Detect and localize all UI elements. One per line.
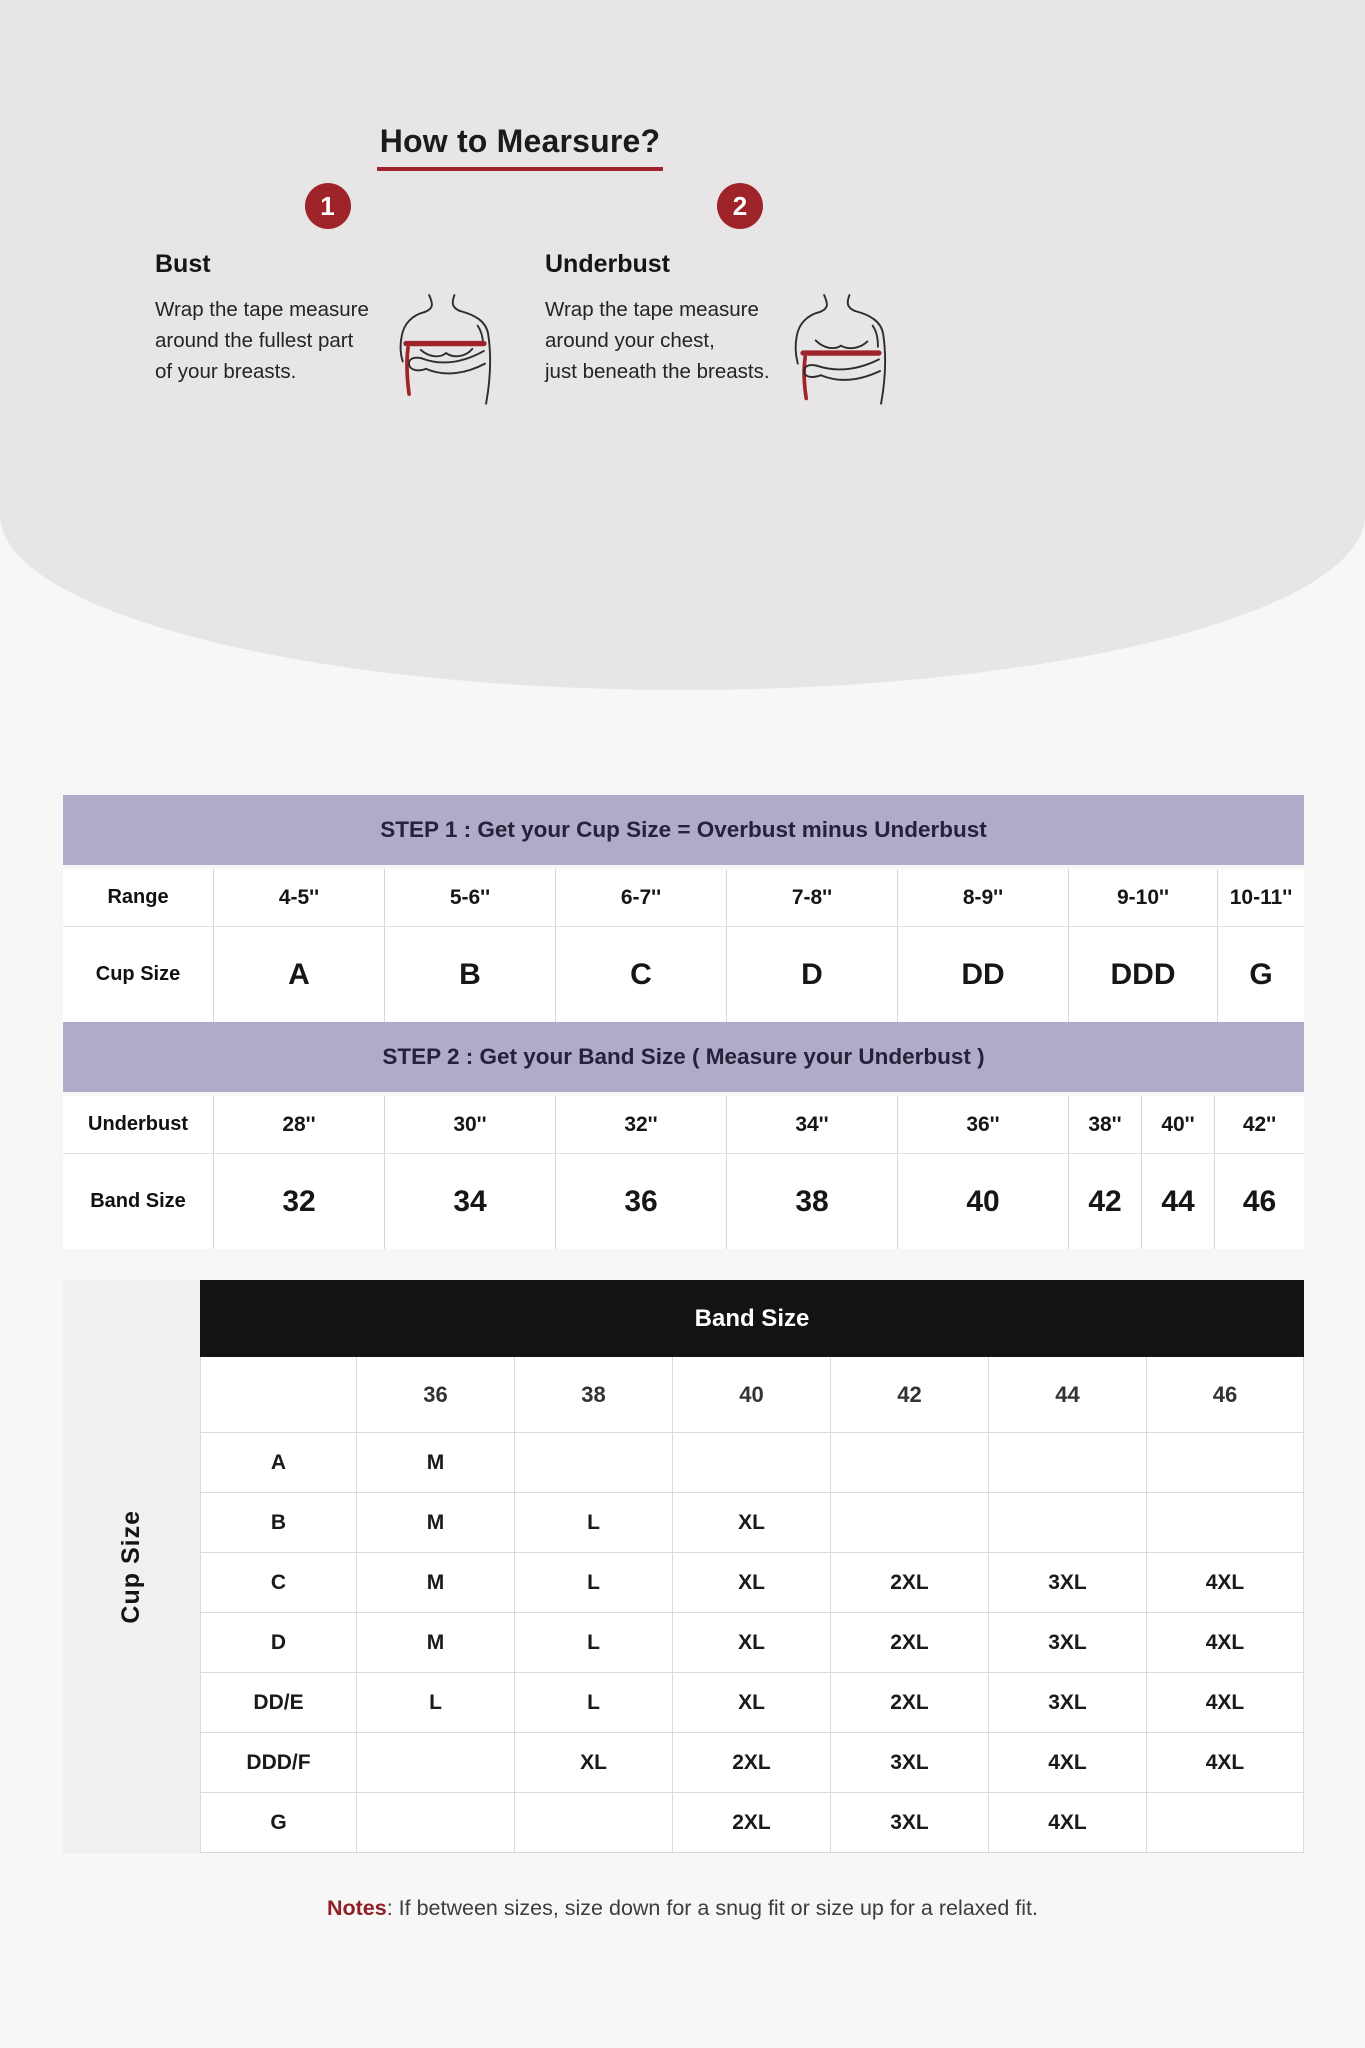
size-matrix-main (200, 1280, 1304, 1853)
matrix-cell-D-42: 2XL (830, 1613, 988, 1673)
step-1-line-1: Wrap the tape measure (155, 298, 369, 321)
matrix-row-B (200, 1493, 1304, 1553)
matrix-cell-DDD/F-38: XL (514, 1733, 672, 1793)
step1-table-header: STEP 1 : Get your Cup Size = Overbust minus Underbust (63, 795, 1304, 865)
step2_table-row-label-1: Band Size (63, 1153, 213, 1249)
matrix-band-size-46: 46 (1146, 1357, 1304, 1433)
matrix-cell-A-46 (1146, 1433, 1304, 1493)
step1_table-value-0-6: 10-11'' (1217, 869, 1304, 926)
step-1-badge: 1 (305, 183, 351, 229)
step1_table-value-1-2: C (555, 926, 726, 1022)
matrix-cell-DD/E-40: XL (672, 1673, 830, 1733)
measure-steps (155, 183, 935, 410)
step1_table-row-0 (63, 869, 1304, 926)
matrix-row-A (200, 1433, 1304, 1493)
step2_table-value-1-5: 42 (1068, 1153, 1141, 1249)
matrix-cell-DD/E-44: 3XL (988, 1673, 1146, 1733)
step2_table-value-1-3: 38 (726, 1153, 897, 1249)
matrix-cell-B-36: M (356, 1493, 514, 1553)
matrix-band-size-36: 36 (356, 1357, 514, 1433)
step2-table (63, 1022, 1304, 1249)
matrix-cell-B-42 (830, 1493, 988, 1553)
step-2-heading: Underbust (545, 250, 670, 278)
step-2-line-1: Wrap the tape measure (545, 298, 759, 321)
step-1-heading: Bust (155, 250, 211, 278)
matrix-cup-label-DD/E: DD/E (200, 1673, 356, 1733)
underbust-measure-torso-icon (787, 294, 895, 410)
matrix-band-size-40: 40 (672, 1357, 830, 1433)
matrix-cell-DD/E-42: 2XL (830, 1673, 988, 1733)
step2_table-row-label-0: Underbust (63, 1096, 213, 1153)
matrix-cell-A-42 (830, 1433, 988, 1493)
step1-table-rows (63, 869, 1304, 1022)
step2_table-value-1-6: 44 (1141, 1153, 1214, 1249)
matrix-band-size-44: 44 (988, 1357, 1146, 1433)
matrix-cell-DD/E-36: L (356, 1673, 514, 1733)
matrix-cup-label-G: G (200, 1793, 356, 1853)
step2_table-row-0 (63, 1096, 1304, 1153)
step-1-body (155, 294, 500, 410)
matrix-row-C (200, 1553, 1304, 1613)
matrix-cup-label-A: A (200, 1433, 356, 1493)
step2_table-value-1-0: 32 (213, 1153, 384, 1249)
step-2-line-2: around your chest, (545, 329, 715, 352)
matrix-cell-D-46: 4XL (1146, 1613, 1304, 1673)
matrix-cell-B-44 (988, 1493, 1146, 1553)
matrix-cell-DDD/F-36 (356, 1733, 514, 1793)
page-title: How to Mearsure? (377, 123, 664, 171)
matrix-row-DDD/F (200, 1733, 1304, 1793)
matrix-cell-C-42: 2XL (830, 1553, 988, 1613)
matrix-cup-label-D: D (200, 1613, 356, 1673)
step1_table-row-1 (63, 926, 1304, 1022)
matrix-cell-G-40: 2XL (672, 1793, 830, 1853)
matrix-row-G (200, 1793, 1304, 1853)
matrix-cell-A-44 (988, 1433, 1146, 1493)
matrix-cell-B-46 (1146, 1493, 1304, 1553)
hero-section (0, 0, 1365, 690)
matrix-cup-label-B: B (200, 1493, 356, 1553)
matrix-cell-B-40: XL (672, 1493, 830, 1553)
step2_table-row-1 (63, 1153, 1304, 1249)
step1_table-value-1-3: D (726, 926, 897, 1022)
notes-text: : If between sizes, size down for a snug fit or size up for a relaxed fit. (386, 1896, 1039, 1920)
step1_table-row-label-0: Range (63, 869, 213, 926)
step2_table-value-1-2: 36 (555, 1153, 726, 1249)
matrix-cell-C-46: 4XL (1146, 1553, 1304, 1613)
step2_table-value-0-5: 38'' (1068, 1096, 1141, 1153)
matrix-cup-label-C: C (200, 1553, 356, 1613)
step2_table-value-1-7: 46 (1214, 1153, 1304, 1249)
step2_table-value-0-2: 32'' (555, 1096, 726, 1153)
matrix-cell-DDD/F-40: 2XL (672, 1733, 830, 1793)
matrix-cell-DD/E-38: L (514, 1673, 672, 1733)
step1_table-value-1-1: B (384, 926, 555, 1022)
matrix-cell-A-38 (514, 1433, 672, 1493)
matrix-band-size-42: 42 (830, 1357, 988, 1433)
step1_table-value-1-6: G (1217, 926, 1304, 1022)
matrix-cell-D-38: L (514, 1613, 672, 1673)
matrix-cell-DD/E-46: 4XL (1146, 1673, 1304, 1733)
matrix-cell-C-36: M (356, 1553, 514, 1613)
step2_table-value-0-6: 40'' (1141, 1096, 1214, 1153)
matrix-corner-cell (200, 1357, 356, 1433)
matrix-cell-DDD/F-42: 3XL (830, 1733, 988, 1793)
step-2-text (545, 294, 783, 387)
matrix-cell-G-42: 3XL (830, 1793, 988, 1853)
step2_table-value-0-0: 28'' (213, 1096, 384, 1153)
matrix-cell-DDD/F-46: 4XL (1146, 1733, 1304, 1793)
matrix-cell-C-40: XL (672, 1553, 830, 1613)
matrix-cell-G-36 (356, 1793, 514, 1853)
step-2-line-3: just beneath the breasts. (545, 360, 770, 383)
matrix-row-DD/E (200, 1673, 1304, 1733)
step1_table-row-label-1: Cup Size (63, 926, 213, 1022)
step1_table-value-0-1: 5-6'' (384, 869, 555, 926)
matrix-cell-D-40: XL (672, 1613, 830, 1673)
matrix-cell-G-38 (514, 1793, 672, 1853)
step2_table-value-1-1: 34 (384, 1153, 555, 1249)
step2_table-value-0-7: 42'' (1214, 1096, 1304, 1153)
step1_table-value-1-5: DDD (1068, 926, 1217, 1022)
matrix-cell-A-36: M (356, 1433, 514, 1493)
matrix-cell-D-44: 3XL (988, 1613, 1146, 1673)
matrix-band-size-38: 38 (514, 1357, 672, 1433)
matrix-cell-C-38: L (514, 1553, 672, 1613)
step2_table-value-0-3: 34'' (726, 1096, 897, 1153)
step-bust (155, 183, 500, 410)
step-1-text (155, 294, 388, 387)
step1_table-value-1-4: DD (897, 926, 1068, 1022)
notes-label: Notes (326, 1896, 387, 1920)
step1_table-value-0-2: 6-7'' (555, 869, 726, 926)
step1_table-value-1-0: A (213, 926, 384, 1022)
step-1-line-2: around the fullest part (155, 329, 354, 352)
step2-table-header: STEP 2 : Get your Band Size ( Measure your Underbust ) (63, 1022, 1304, 1092)
step1-table (63, 795, 1304, 1022)
matrix-cell-G-46 (1146, 1793, 1304, 1853)
cup-size-axis-label: Cup Size (63, 1280, 200, 1853)
matrix-cell-A-40 (672, 1433, 830, 1493)
step-2-badge: 2 (717, 183, 763, 229)
step2_table-value-0-4: 36'' (897, 1096, 1068, 1153)
step1_table-value-0-5: 9-10'' (1068, 869, 1217, 926)
notes (0, 1896, 1365, 1921)
matrix-row-D (200, 1613, 1304, 1673)
step-2-body (545, 294, 935, 410)
step2-table-rows (63, 1096, 1304, 1249)
bust-measure-torso-icon (392, 294, 500, 410)
step-1-line-3: of your breasts. (155, 360, 297, 383)
matrix-cell-B-38: L (514, 1493, 672, 1553)
size-matrix (63, 1280, 1304, 1853)
step1_table-value-0-3: 7-8'' (726, 869, 897, 926)
size-matrix-grid (200, 1357, 1304, 1853)
matrix-cell-G-44: 4XL (988, 1793, 1146, 1853)
step1_table-value-0-0: 4-5'' (213, 869, 384, 926)
matrix-cell-DDD/F-44: 4XL (988, 1733, 1146, 1793)
matrix-cell-D-36: M (356, 1613, 514, 1673)
step2_table-value-1-4: 40 (897, 1153, 1068, 1249)
step1_table-value-0-4: 8-9'' (897, 869, 1068, 926)
band-size-header: Band Size (200, 1280, 1304, 1357)
matrix-band-size-row (200, 1357, 1304, 1433)
hero-title-wrap (0, 123, 1040, 171)
matrix-cell-C-44: 3XL (988, 1553, 1146, 1613)
step-underbust (545, 183, 935, 410)
step2_table-value-0-1: 30'' (384, 1096, 555, 1153)
matrix-cup-label-DDD/F: DDD/F (200, 1733, 356, 1793)
